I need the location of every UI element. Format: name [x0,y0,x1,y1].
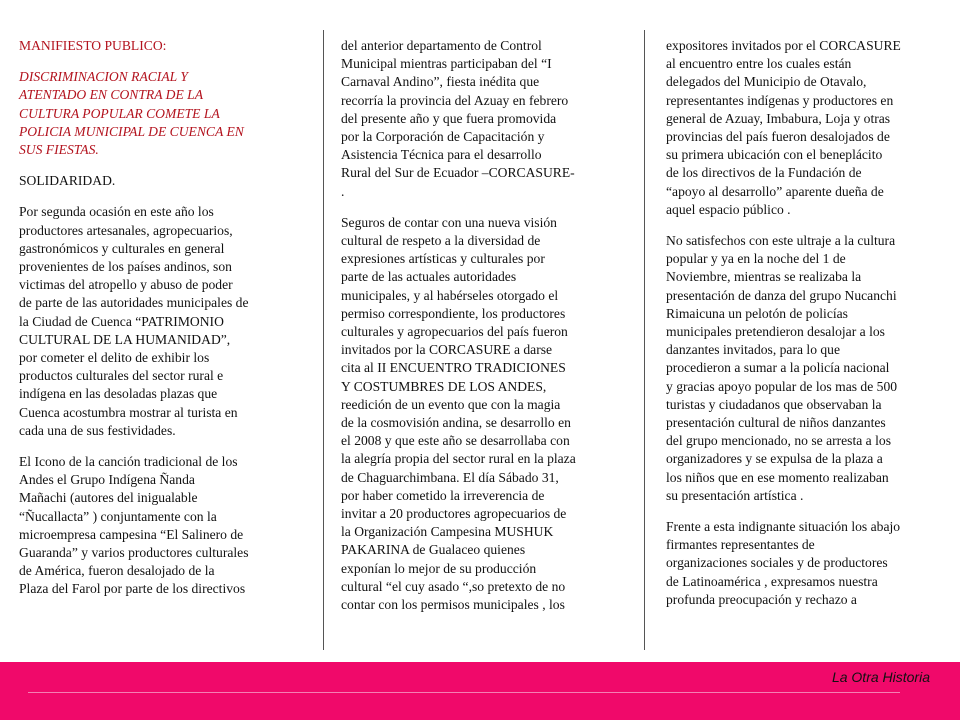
text-line: su presentación artística . [666,487,804,503]
text-line: municipales, y al habérseles otorgado el [341,287,559,303]
text-line: la alegría propia del sector rural en la plaza [341,451,576,467]
text-line: microempresa campesina “El Salinero de [19,526,244,542]
text-line: del anterior departamento de Control [341,38,542,53]
text-line: Rimaicuna un pelotón de policías [666,305,848,321]
text-line: productores artesanales, agropecuarios, [19,222,233,238]
text-line: Municipal mientras participaban del “I [341,56,552,72]
text-line: Rural del Sur de Ecuador –CORCASURE- [341,165,575,181]
text-line: Carnaval Andino”, fiesta inédita que [341,74,540,90]
paragraph-gap [19,440,249,453]
text-line: delegados del Municipio de Otavalo, [666,74,867,90]
text-line: SUS FIESTAS. [19,142,99,158]
text-line: del grupo mencionado, no se arresta a los [666,433,891,449]
text-line: de América, fueron desalojado de la [19,563,215,579]
text-line: Cuenca acostumbra mostrar al turista en [19,404,238,420]
text-line: representantes indígenas y productores en [666,92,894,108]
text-line: por haber cometido la irreverencia de [341,487,545,503]
paragraph [19,172,249,190]
text-line: organizadores y se expulsa de la plaza a [666,451,883,467]
text-line: DISCRIMINACION RACIAL Y [19,69,188,85]
text-line: ATENTADO EN CONTRA DE LA [19,87,204,103]
text-line: por la Corporación de Capacitación y [341,129,545,145]
text-line: “Ñucallacta” ) conjuntamente con la [19,508,217,524]
text-line: expositores invitados por el CORCASURE [666,38,901,53]
text-line: indígena en las desoladas plazas que [19,386,218,402]
column-divider-1 [323,30,324,650]
text-line: PAKARINA de Gualaceo quienes [341,542,526,558]
text-line: permiso correspondiente, los productores [341,305,566,321]
text-line: Asistencia Técnica para el desarrollo [341,147,542,163]
text-line: No satisfechos con este ultraje a la cultura [666,233,896,249]
text-line: Y COSTUMBRES DE LOS ANDES, [341,378,547,394]
paragraph [341,214,576,614]
text-line: cada una de sus festividades. [19,422,176,438]
text-line: CULTURAL DE LA HUMANIDAD”, [19,331,231,347]
text-line: la Ciudad de Cuenca “PATRIMONIO [19,313,224,329]
text-line: Frente a esta indignante situación los abajo [666,519,901,535]
footer-divider [28,692,900,693]
text-line: del presente año y que fuera promovida [341,110,557,126]
text-line: procedieron a sumar a la policía nacional [666,360,890,376]
footer-title: La Otra Historia [831,669,930,685]
text-line: de parte de las autoridades municipales de [19,295,249,311]
text-line: los niños que en ese momento realizaban [666,469,889,485]
paragraph [341,37,576,201]
text-line: Seguros de contar con una nueva visión [341,214,557,230]
text-line: al encuentro entre los cuales están [666,56,852,72]
text-line: cultural de respeto a la diversidad de [341,233,541,249]
text-line: la Organización Campesina MUSHUK [341,524,554,540]
text-line: “apoyo al desarrollo” aparente dueña de [666,183,884,199]
text-line: municipales pretendieron desalojar a los [666,324,885,340]
text-line: contar con los permisos municipales , los [341,597,565,613]
text-line: turistas y ciudadanos que observaban la [666,396,882,412]
text-line: invitar a 20 productores agropecuarios de [341,506,567,522]
text-line: El Icono de la canción tradicional de los [19,454,238,470]
text-line: Mañachi (autores del inigualable [19,490,198,506]
column-3 [666,37,901,609]
text-line: MANIFIESTO PUBLICO: [19,38,167,53]
column-2 [341,37,576,614]
paragraph-gap [19,190,249,203]
paragraph [19,453,249,599]
text-line: presentación de danza del grupo Nucanchi [666,287,897,303]
text-line: firmantes representantes de [666,537,815,553]
text-line: CULTURA POPULAR COMETE LA [19,105,220,121]
text-line: presentación cultural de niños danzantes [666,415,886,431]
paragraph [666,518,901,609]
paragraph-gap [19,159,249,172]
text-line: gastronómicos y culturales en general [19,240,225,256]
text-line: popular y ya en la noche del 1 de [666,251,846,267]
text-line: exponían lo mejor de su producción [341,560,537,576]
text-line: recorría la provincia del Azuay en febrero [341,92,569,108]
text-line: danzantes invitados, para lo que [666,342,841,358]
manifesto-headline [19,68,249,159]
text-line: Por segunda ocasión en este año los [19,204,214,220]
column-divider-2 [644,30,645,650]
paragraph [666,37,901,219]
text-line: reedición de un evento que con la magia [341,396,561,412]
paragraph-gap [341,201,576,214]
text-line: y gracias apoyo popular de los mas de 500 [666,378,898,394]
text-line: SOLIDARIDAD. [19,173,116,189]
text-line: expresiones artísticas y culturales por [341,251,545,267]
text-line: Plaza del Farol por parte de los directivos [19,581,246,597]
text-line: cultural “el cuy asado “,so pretexto de no [341,578,566,594]
text-line: de Latinoamérica , expresamos nuestra [666,573,878,589]
text-line: culturales y agropecuarios del país fueron [341,324,568,340]
text-line: victimas del atropello y abuso de poder [19,277,233,293]
paragraph-gap [666,505,901,518]
text-line: parte de las actuales autoridades [341,269,517,285]
text-line: Guaranda” y varios productores culturales [19,545,249,561]
text-line: por cometer el delito de exhibir los [19,350,210,366]
text-line: de los directivos de la Fundación de [666,165,862,181]
paragraph [19,203,249,440]
manifesto-title [19,37,249,55]
paragraph-gap [19,55,249,68]
text-line: POLICIA MUNICIPAL DE CUENCA EN [19,123,244,139]
text-line: de la cosmovisión andina, se desarrollo en [341,415,571,431]
paragraph-gap [666,219,901,232]
paragraph [666,232,901,505]
text-line: invitados por la CORCASURE a darse [341,342,553,358]
text-line: organizaciones sociales y de productores [666,555,888,571]
text-line: su primera ubicación con el beneplácito [666,147,883,163]
text-line: el 2008 y que este año se desarrollaba con [341,433,570,449]
text-line: Noviembre, mientras se realizaba la [666,269,862,285]
text-line: aquel espacio público . [666,201,791,217]
footer-bar [0,662,960,720]
column-1 [19,37,249,599]
text-line: provenientes de los países andinos, son [19,259,232,275]
text-line: productos culturales del sector rural e [19,368,224,384]
text-line: general de Azuay, Imbabura, Loja y otras [666,110,891,126]
text-line: Andes el Grupo Indígena Ñanda [19,472,195,488]
text-line: profunda preocupación y rechazo a [666,591,857,607]
text-line: de Chaguarchimbana. El día Sábado 31, [341,469,559,485]
text-line: provincias del país fueron desalojados de [666,129,890,145]
text-line: . [341,183,345,199]
text-line: cita al II ENCUENTRO TRADICIONES [341,360,566,376]
